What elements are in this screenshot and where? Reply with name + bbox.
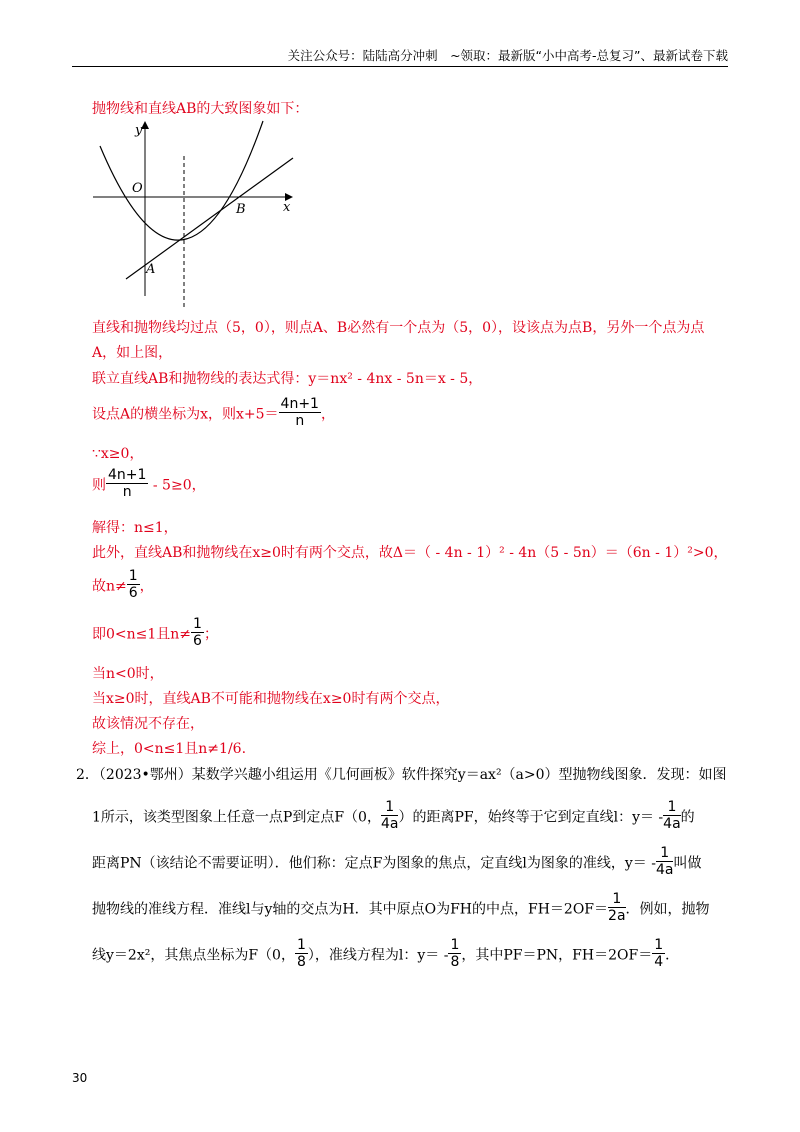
fraction-1-over-2a: $\frac{1}{2a}$ bbox=[608, 891, 626, 925]
text-line-2: A，如上图， bbox=[92, 345, 173, 361]
text-line-7: 解得：n≤1， bbox=[92, 520, 178, 536]
fraction-1-over-4a: $\frac{1}{4a}$ bbox=[380, 799, 399, 833]
text-line-10: 即0<n≤1且n≠ $\frac{1}{6}$ ； bbox=[92, 616, 218, 650]
point-a-label: A bbox=[146, 262, 156, 277]
page-header: 关注公众号：陆陆高分冲刺 ~领取：最新版“小中高考-总复习”、最新试卷下载 bbox=[72, 46, 728, 67]
fraction-1-over-8: $\frac{1}{8}$ bbox=[296, 937, 306, 971]
text-line-5: ∵x≥0， bbox=[92, 446, 144, 462]
line-ab bbox=[126, 158, 293, 279]
fraction-4n1-over-n: $\frac{4n+1}{n}$ bbox=[280, 396, 319, 430]
problem-line-1: 2．（2023•鄂州）某数学兴趣小组运用《几何画板》软件探究y＝ax²（a>0）型抛物线图象．发现：如图 bbox=[76, 767, 727, 783]
fraction-1-over-4: $\frac{1}{4}$ bbox=[654, 937, 664, 971]
text-line-6: 则 $\frac{4n+1}{n}$ - 5≥0， bbox=[92, 467, 206, 501]
page-number: 30 bbox=[72, 1071, 88, 1085]
problem-line-3: 距离PN（该结论不需要证明）．他们称：定点F为图象的焦点，定直线l为图象的准线，y＝ - $\frac{1}{4a}$ 叫做 bbox=[92, 845, 702, 879]
y-label: y bbox=[135, 123, 143, 138]
graph-intro: 抛物线和直线AB的大致图象如下： bbox=[92, 101, 309, 117]
text-line-8: 此外，直线AB和抛物线在x≥0时有两个交点，故Δ＝（ - 4n - 1）² - 4n（5 - 5n）＝（6n - 1）²>0， bbox=[92, 545, 728, 561]
text-line-1: 直线和抛物线均过点（5，0），则点A、B必然有一个点为（5，0），设该点为点B，另外一个点为点 bbox=[92, 320, 705, 336]
parabola-line-graph bbox=[88, 116, 318, 316]
problem-line-4: 抛物线的准线方程．准线l与y轴的交点为H．其中原点O为FH的中点，FH＝2OF＝ $\frac{1}{2a}$ ．例如，抛物 bbox=[92, 891, 710, 925]
text-line-11: 当n<0时， bbox=[92, 666, 164, 682]
text-line-12: 当x≥0时，直线AB不可能和抛物线在x≥0时有两个交点， bbox=[92, 691, 450, 707]
fraction-4n1-over-n-2: $\frac{4n+1}{n}$ bbox=[108, 467, 147, 501]
fraction-1-over-6: $\frac{1}{6}$ bbox=[128, 568, 138, 602]
text-line-4: 设点A的横坐标为x，则x+5＝ $\frac{4n+1}{n}$ ， bbox=[92, 396, 335, 430]
text-line-3: 联立直线AB和抛物线的表达式得：y＝nx² - 4nx - 5n＝x - 5， bbox=[92, 371, 483, 387]
origin-label: O bbox=[132, 181, 143, 196]
text-line-13: 故该情况不存在， bbox=[92, 716, 204, 732]
fraction-1-over-8-2: $\frac{1}{8}$ bbox=[450, 937, 460, 971]
fraction-1-over-6-2: $\frac{1}{6}$ bbox=[193, 616, 202, 650]
problem-line-2: 1所示，该类型图象上任意一点P到定点F（0， $\frac{1}{4a}$ ）的距离PF，始终等于它到定直线l：y＝ - $\frac{1}{4a}$ 的 bbox=[92, 799, 695, 833]
text-line-14: 综上，0<n≤1且n≠1/6. bbox=[92, 741, 247, 757]
text-line-9: 故n≠ $\frac{1}{6}$ ， bbox=[92, 568, 154, 602]
fraction-1-over-4a-3: $\frac{1}{4a}$ bbox=[655, 845, 674, 879]
point-b-label: B bbox=[236, 202, 246, 217]
parabola bbox=[100, 121, 263, 240]
fraction-1-over-4a-2: $\frac{1}{4a}$ bbox=[663, 799, 681, 833]
problem-line-5: 线y＝2x²，其焦点坐标为F（0， $\frac{1}{8}$ ），准线方程为l：y＝ - $\frac{1}{8}$ ，其中PF＝PN，FH＝2OF＝ $\frac{1}{4}$ ． bbox=[92, 937, 680, 971]
x-label: x bbox=[283, 200, 291, 215]
